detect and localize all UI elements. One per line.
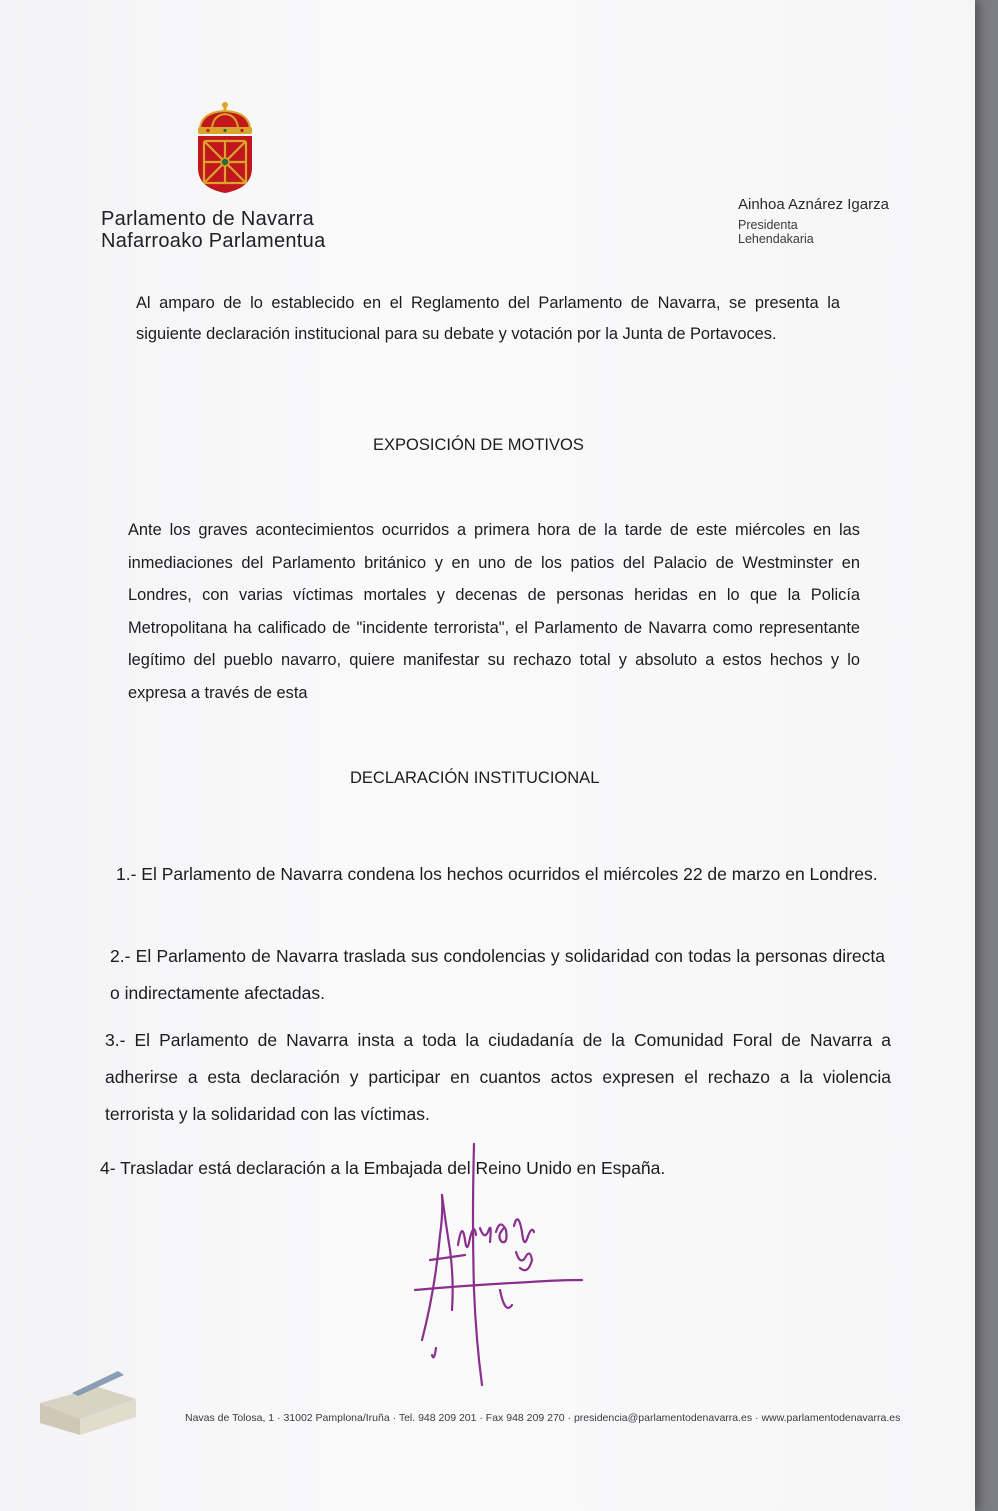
heading-exposicion-motivos: EXPOSICIÓN DE MOTIVOS (373, 436, 584, 454)
president-name: Ainhoa Aznárez Igarza (738, 196, 889, 213)
motivos-paragraph: Ante los graves acontecimientos ocurridos a primera hora de la tarde de este miércoles en las inmediaciones del Parlamento británico y en uno de los patios del Palacio de Westminster en Londres, con varias víctimas mortales y decenas de personas heridas en lo que la Policía Metropolitana ha calificado de "incidente terrorista", el Parlamento de Navarra como representante legítimo del pueblo navarro, quiere manifestar su rechazo total y absoluto a estos hechos y lo expresa a través de esta (128, 521, 860, 702)
org-name-basque: Nafarroako Parlamentua (101, 230, 326, 252)
declaration-item-4: 4- Trasladar está declaración a la Embajada del Reino Unido en España. (100, 1158, 666, 1178)
president-role-spanish: Presidenta (738, 218, 798, 232)
declaration-item-1: 1.- El Parlamento de Navarra condena los hechos ocurridos el miércoles 22 de marzo en Londres. (116, 864, 878, 884)
declaration-item-3: 3.- El Parlamento de Navarra insta a toda la ciudadanía de la Comunidad Foral de Navarra a adherirse a esta declaración y participar en cuantos actos expresen el rechazo a la violencia terrorista y la solidaridad con las víctimas. (105, 1030, 891, 1124)
president-role (738, 218, 889, 246)
navarra-coat-of-arms-icon (190, 100, 260, 195)
declaration-item-2: 2.- El Parlamento de Navarra traslada sus condolencias y solidaridad con todas la personas directa o indirectamente afectadas. (110, 946, 885, 1003)
president-block (738, 196, 889, 246)
heading-declaracion-institucional: DECLARACIÓN INSTITUCIONAL (350, 769, 600, 787)
president-role-basque: Lehendakaria (738, 232, 814, 246)
org-name-spanish: Parlamento de Navarra (101, 208, 315, 230)
footer-contact: Navas de Tolosa, 1 · 31002 Pamplona/Iruña · Tel. 948 209 201 · Fax 948 209 270 · presidencia@parlamentodenavarra.es · www.parlamentodenavarra.es (185, 1412, 901, 1424)
handwritten-signature (410, 1140, 600, 1390)
ballot-box-logo (38, 1365, 138, 1435)
organization-name (101, 208, 326, 252)
intro-paragraph: Al amparo de lo establecido en el Reglamento del Parlamento de Navarra, se presenta la siguiente declaración institucional para su debate y votación por la Junta de Portavoces. (136, 294, 840, 343)
